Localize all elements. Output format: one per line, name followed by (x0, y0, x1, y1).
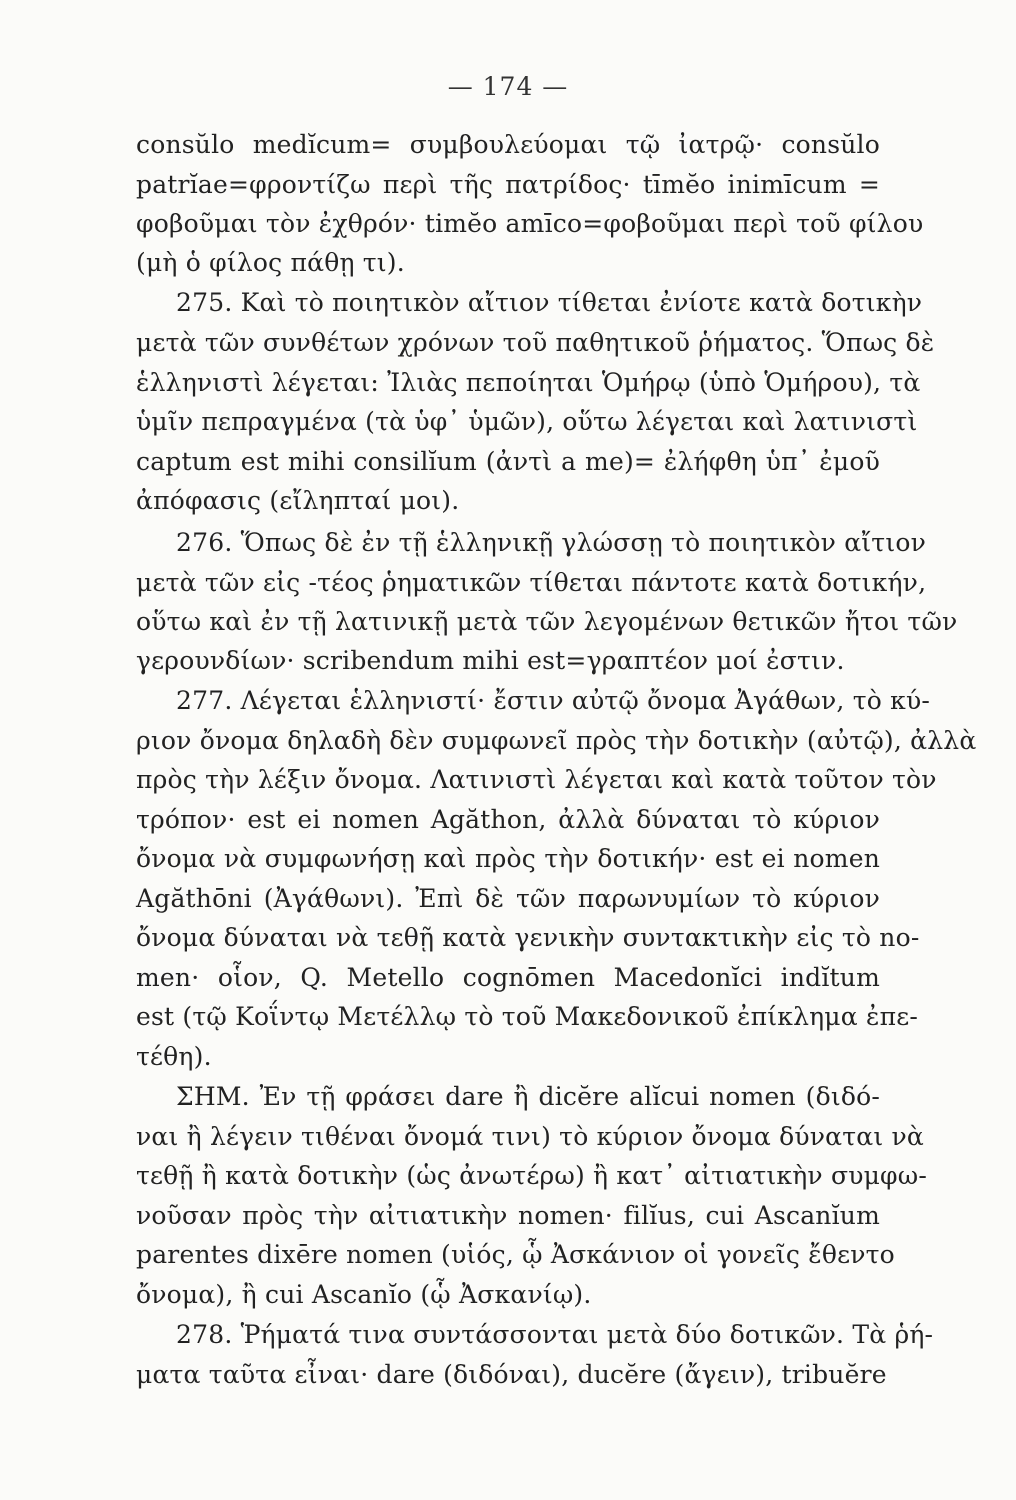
text-line: ὑμῖν πεπραγμένα (τὰ ὑφ᾽ ὑμῶν), οὕτω λέγεται καὶ λατινιστὶ (136, 407, 918, 436)
text-line: ὄνομα δύναται νὰ τεθῇ κατὰ γενικὴν συντακτικὴν εἰς τὸ no- (136, 923, 920, 952)
note-sem-start: ΣΗΜ. Ἐν τῇ φράσει dare ἢ dicĕre alĭcui nomen (διδό- (176, 1082, 880, 1111)
text-line: patrĭae=φροντίζω περὶ τῆς πατρίδος· tīmĕo inimīcum = (136, 170, 880, 199)
text-line: captum est mihi consilĭum (ἀντὶ a me)= ἐλήφθη ὑπ᾽ ἐμοῦ (136, 447, 880, 476)
text-line: parentes dixēre nomen (υἱός, ᾧ Ἀσκάνιον οἱ γονεῖς ἔθεντο (136, 1240, 895, 1269)
text-line: ναι ἢ λέγειν τιθέναι ὄνομά τινι) τὸ κύριον ὄνομα δύναται νὰ (136, 1122, 924, 1151)
text-line: consŭlo medĭcum= συμβουλεύομαι τῷ ἰατρῷ· consŭlo (136, 130, 880, 159)
text-line: est (τῷ Κοΐντῳ Μετέλλῳ τὸ τοῦ Μακεδονικοῦ ἐπίκλημα ἐπε- (136, 1002, 919, 1031)
text-line: ὄνομα), ἢ cui Ascanĭo (ᾧ Ἀσκανίῳ). (136, 1280, 592, 1309)
paragraph-277-start: 277. Λέγεται ἑλληνιστί· ἔστιν αὐτῷ ὄνομα Ἀγάθων, τὸ κύ- (176, 686, 931, 715)
text-line: Agăthōni (Ἀγάθωνι). Ἐπὶ δὲ τῶν παρωνυμίων τὸ κύριον (136, 884, 880, 913)
paragraph-275-start: 275. Καὶ τὸ ποιητικὸν αἴτιον τίθεται ἐνίοτε κατὰ δοτικὴν (176, 288, 923, 317)
text-line: νοῦσαν πρὸς τὴν αἰτιατικὴν nomen· filĭus, cui Ascanĭum (136, 1201, 880, 1230)
text-line: ὄνομα νὰ συμφωνήσῃ καὶ πρὸς τὴν δοτικήν· est ei nomen (136, 844, 880, 873)
text-line: φοβοῦμαι τὸν ἐχθρόν· timĕo amīco=φοβοῦμαι περὶ τοῦ φίλου (136, 209, 924, 238)
text-line: πρὸς τὴν λέξιν ὄνομα. Λατινιστὶ λέγεται καὶ κατὰ τοῦτον τὸν (136, 765, 937, 794)
text-line: οὕτω καὶ ἐν τῇ λατινικῇ μετὰ τῶν λεγομένων θετικῶν ἤτοι τῶν (136, 607, 958, 636)
text-line: μετὰ τῶν εἰς -τέος ῥηματικῶν τίθεται πάντοτε κατὰ δοτικήν, (136, 568, 927, 597)
paragraph-278-start: 278. Ῥήματά τινα συντάσσονται μετὰ δύο δοτικῶν. Τὰ ῥή- (176, 1320, 934, 1349)
text-line: τεθῇ ἢ κατὰ δοτικὴν (ὡς ἀνωτέρω) ἢ κατ᾽ αἰτιατικὴν συμφω- (136, 1161, 927, 1190)
text-line: ἀπόφασις (εἴληπταί μοι). (136, 486, 460, 515)
text-line: ματα ταῦτα εἶναι· dare (διδόναι), ducĕre (ἄγειν), tribuĕre (136, 1360, 887, 1389)
paragraph-276-start: 276. Ὅπως δὲ ἐν τῇ ἑλληνικῇ γλώσσῃ τὸ ποιητικὸν αἴτιον (176, 528, 926, 557)
text-line: τρόπον· est ei nomen Agăthon, ἀλλὰ δύναται τὸ κύριον (136, 805, 880, 834)
text-line: γερουνδίων· scribendum mihi est=γραπτέον μοί ἐστιν. (136, 646, 845, 675)
text-line: men· οἷον, Q. Metello cognōmen Macedonĭci indĭtum (136, 963, 880, 992)
text-line: τέθη). (136, 1042, 212, 1071)
page-number: — 174 — (447, 72, 569, 101)
text-line: μετὰ τῶν συνθέτων χρόνων τοῦ παθητικοῦ ῥήματος. Ὅπως δὲ (136, 328, 935, 357)
text-line: ριον ὄνομα δηλαδὴ δὲν συμφωνεῖ πρὸς τὴν δοτικὴν (αὐτῷ), ἀλλὰ (136, 726, 977, 755)
text-line: (μὴ ὁ φίλος πάθῃ τι). (136, 248, 405, 277)
text-line: ἑλληνιστὶ λέγεται: Ἰλιὰς πεποίηται Ὁμήρῳ (ὑπὸ Ὁμήρου), τὰ (136, 368, 921, 397)
